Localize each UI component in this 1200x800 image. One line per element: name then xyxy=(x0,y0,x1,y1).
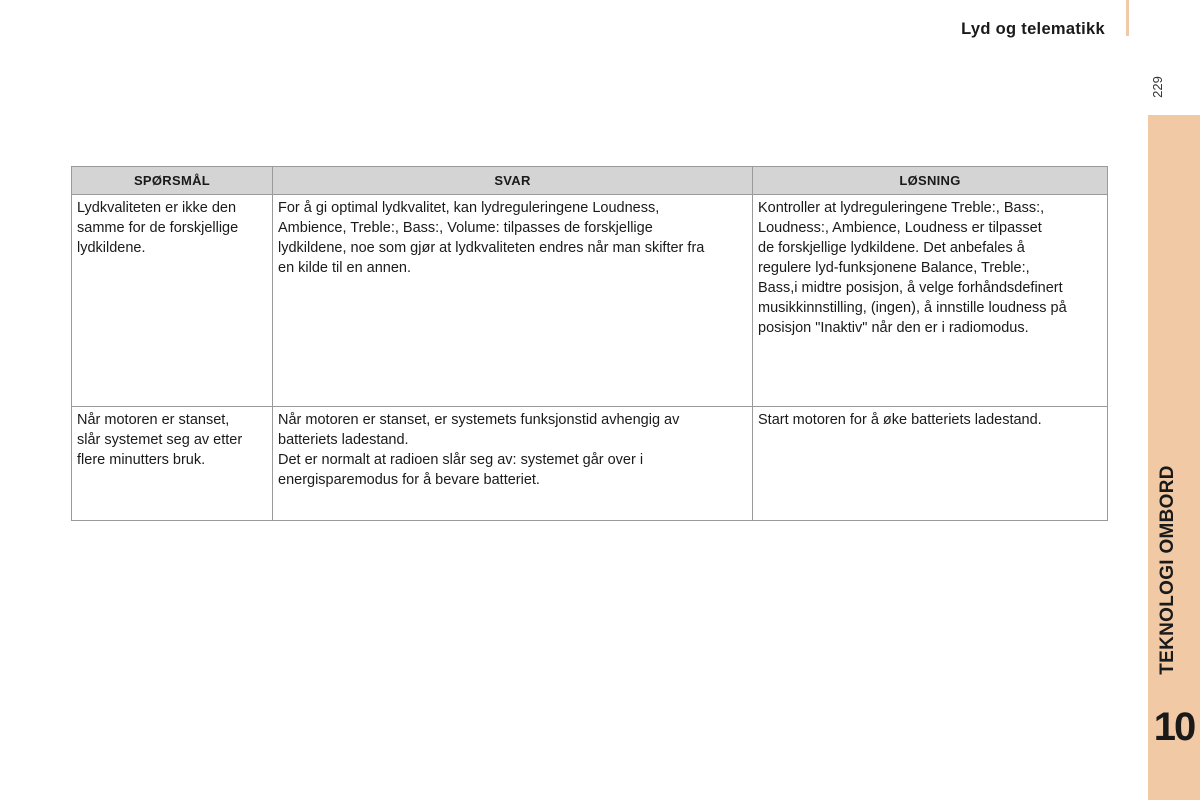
question-cell: Når motoren er stanset, slår systemet seg av etter flere minutters bruk. xyxy=(72,407,273,521)
table-header-row xyxy=(72,167,1108,195)
solution-cell: Kontroller at lydreguleringene Treble:, Bass:, Loudness:, Ambience, Loudness er tilpasset de forskjellige lydkildene. Det anbefales å regulere lyd-funksjonene Balance, Treble:, Bass,i midtre posisjon, å velge forhåndsdefinert musikkinnstilling, (ingen), å innstille loudness på posisjon "Inaktiv" når den er i radiomodus. xyxy=(753,195,1108,407)
header-divider xyxy=(1126,0,1129,36)
column-header-question: SPØRSMÅL xyxy=(72,167,273,195)
question-cell: Lydkvaliteten er ikke den samme for de forskjellige lydkildene. xyxy=(72,195,273,407)
column-header-solution: LØSNING xyxy=(753,167,1108,195)
troubleshooting-table xyxy=(71,166,1108,521)
chapter-number: 10 xyxy=(1153,705,1195,749)
table-row xyxy=(72,407,1108,521)
page-number: 229 xyxy=(1149,76,1165,98)
answer-cell: Når motoren er stanset, er systemets funksjonstid avhengig av batteriets ladestand. Det er normalt at radioen slår seg av: systemet går over i energisparemodus for å bevare batteriet. xyxy=(273,407,753,521)
chapter-side-tab xyxy=(1148,115,1200,800)
column-header-answer: SVAR xyxy=(273,167,753,195)
solution-cell: Start motoren for å øke batteriets ladestand. xyxy=(753,407,1108,521)
answer-cell: For å gi optimal lydkvalitet, kan lydreguleringene Loudness, Ambience, Treble:, Bass:, Volume: tilpasses de forskjellige lydkildene, noe som gjør at lydkvaliteten endres når man skifter fra en kilde til en annen. xyxy=(273,195,753,407)
chapter-tab-label: TEKNOLOGI OMBORD xyxy=(1157,465,1178,675)
table-row xyxy=(72,195,1108,407)
page-header-title: Lyd og telematikk xyxy=(961,20,1105,38)
